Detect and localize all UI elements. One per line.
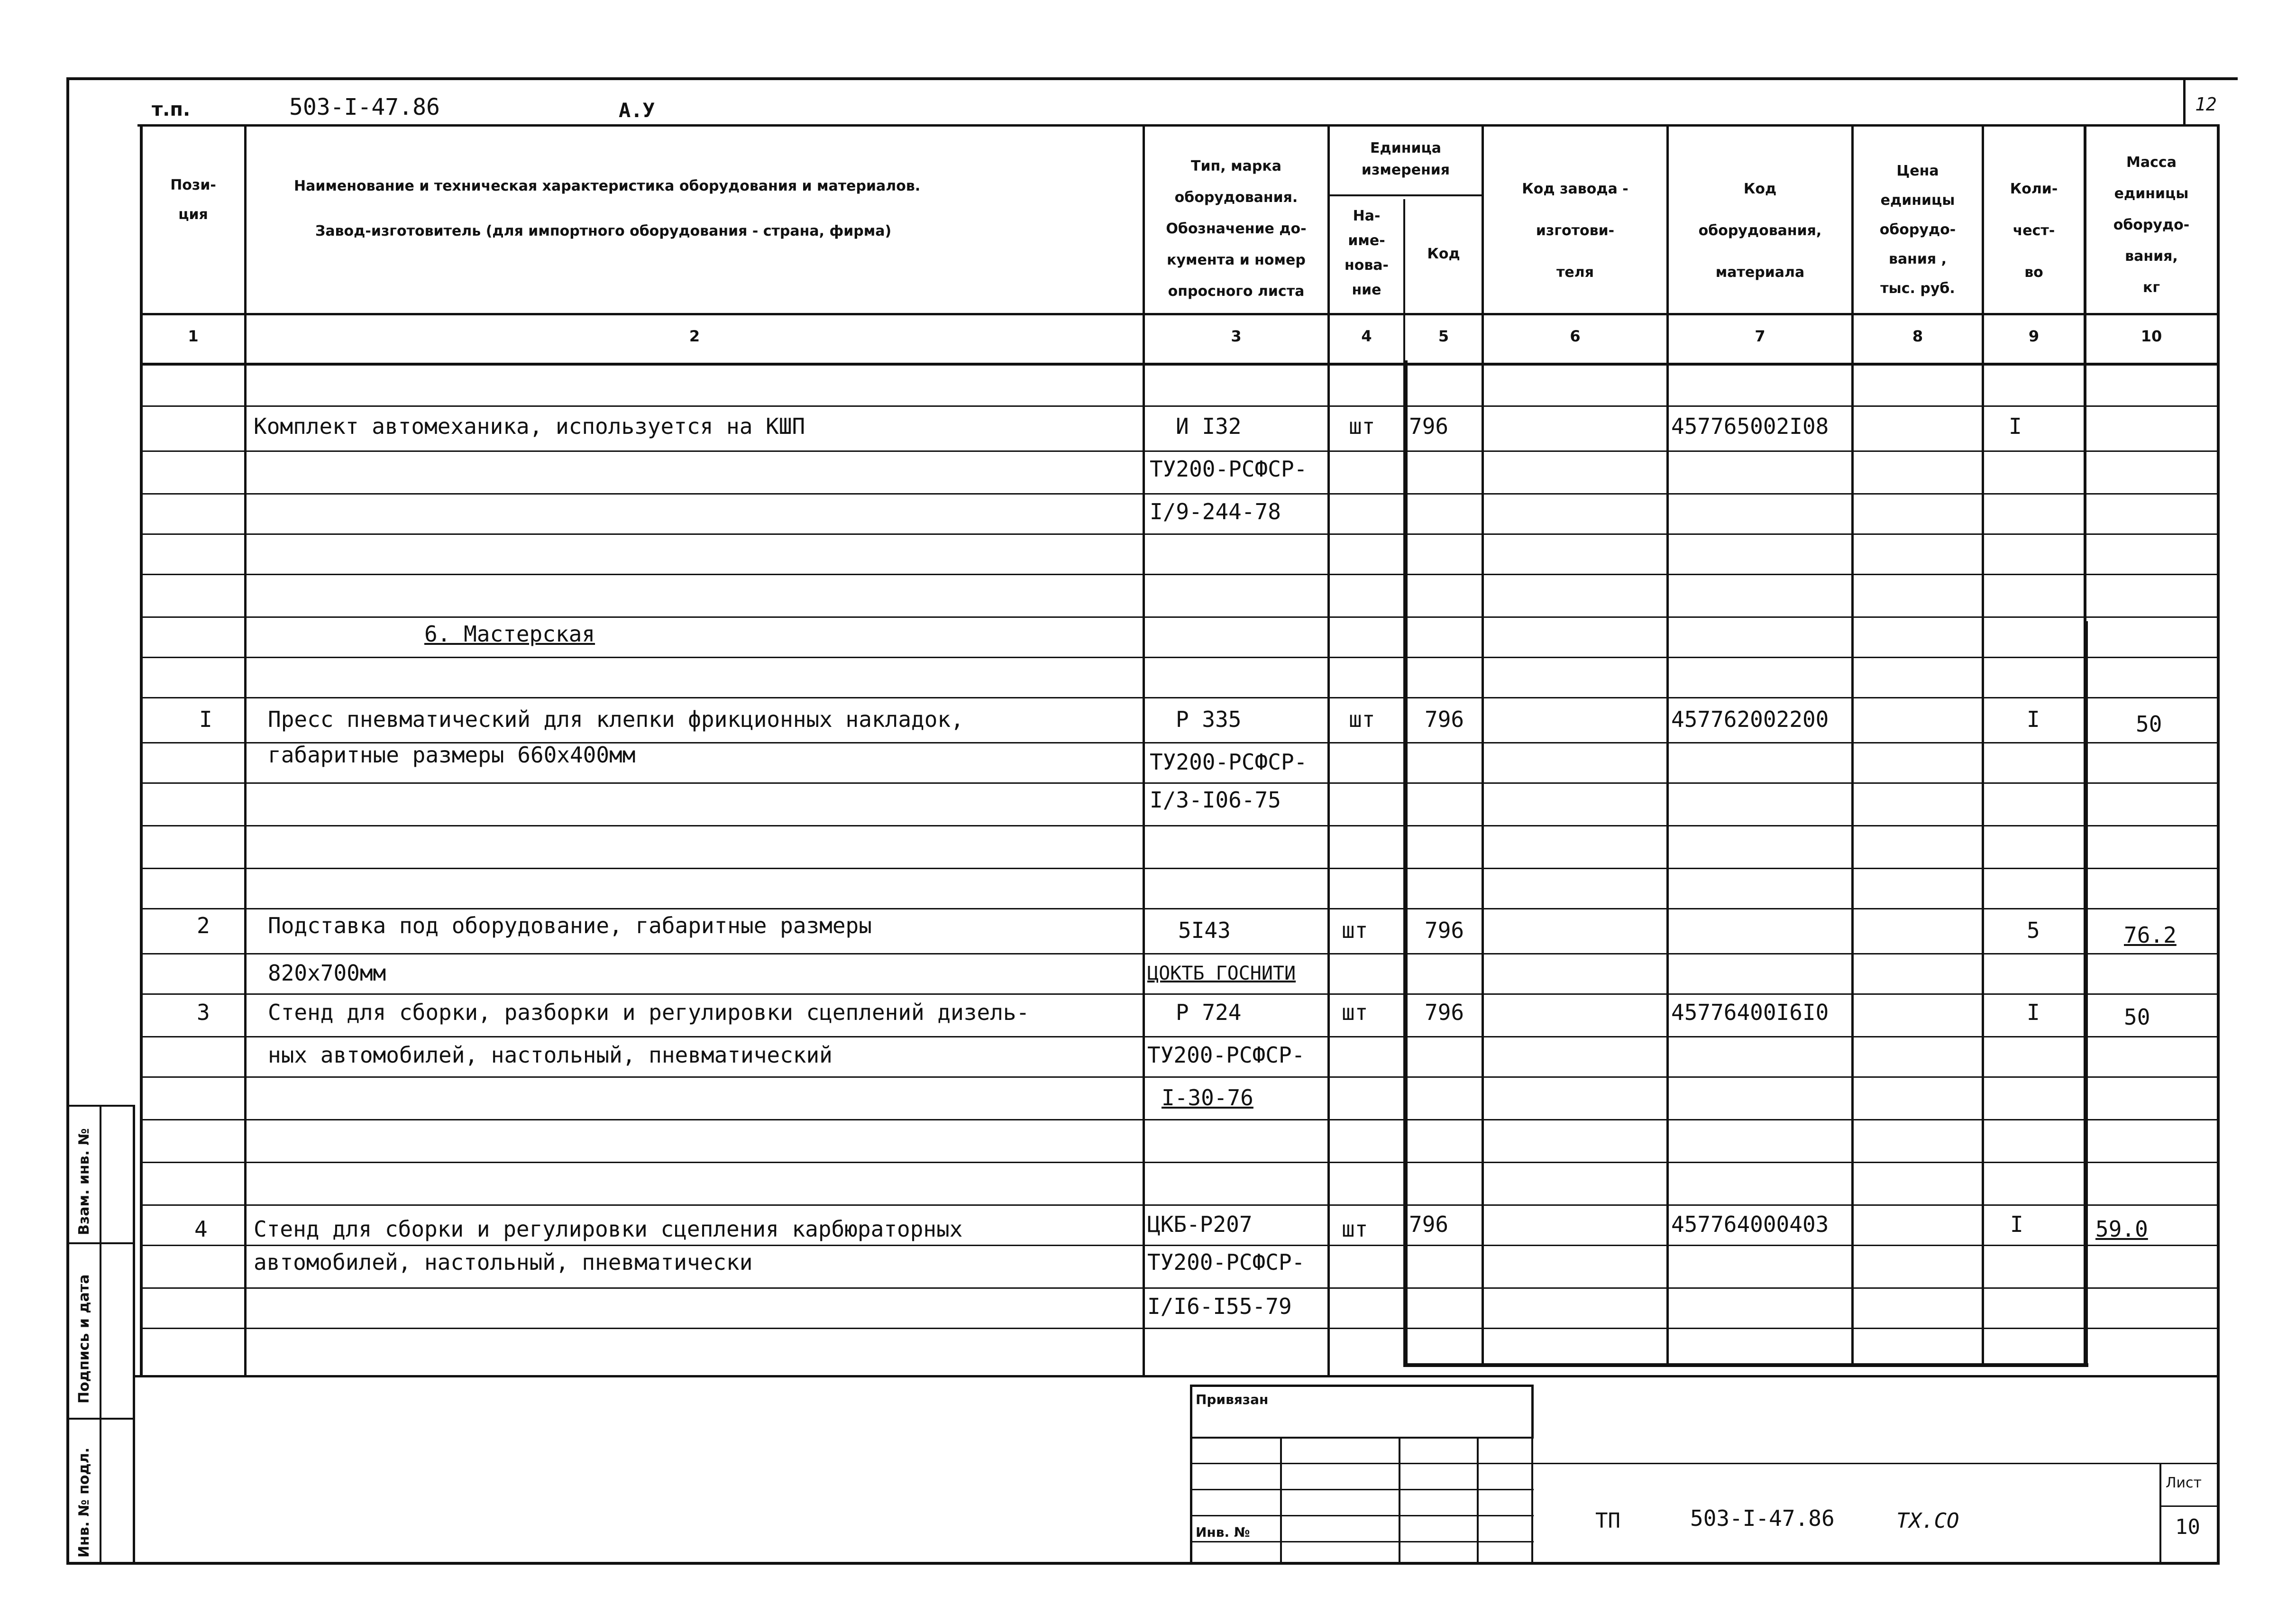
col-line-2 — [1143, 124, 1145, 1376]
row2-type-line3: I/3-I06-75 — [1150, 787, 1281, 813]
row5-type-line3: I/I6-I55-79 — [1147, 1294, 1292, 1319]
row2-pos: I — [199, 706, 212, 732]
row-rule — [140, 782, 2220, 784]
col-line-5 — [1482, 124, 1484, 1367]
header-price: Цена единицы оборудо- вания , тыс. руб. — [1879, 163, 1956, 297]
table-right-line — [2217, 124, 2220, 1376]
stamp-rule — [1190, 1489, 1534, 1490]
header-pos: Пози- ция — [170, 177, 216, 223]
row-rule — [140, 1036, 2220, 1037]
doc-label-tp: т.п. — [152, 99, 191, 120]
row3-unit: шт — [1342, 918, 1368, 943]
row3-qty: 5 — [2027, 918, 2040, 943]
col-line-4b — [1403, 360, 1408, 1367]
row4-type-line3: I-30-76 — [1162, 1085, 1253, 1110]
colnum-10: 10 — [2140, 327, 2162, 345]
bottom-thick-rule — [1403, 1363, 2088, 1367]
side-rule — [66, 1242, 135, 1244]
corner-page-number: 12 — [2195, 94, 2217, 115]
row3-type: 5I43 — [1178, 918, 1231, 943]
row3-name: Подставка под оборудование, габаритные размеры — [268, 913, 872, 938]
row2-type-line2: ТУ200-РСФСР- — [1150, 749, 1308, 775]
row2-mass: 50 — [2136, 711, 2162, 737]
row2-equip-code: 457762002200 — [1671, 706, 1829, 732]
row1-type-line3: I/9-244-78 — [1150, 499, 1281, 524]
colnum-7: 7 — [1755, 327, 1765, 345]
sheet-cell-left — [2159, 1463, 2161, 1565]
row3-mass: 76.2 — [2124, 922, 2177, 948]
row4-name-line2: ных автомобилей, настольный, пневматический — [268, 1042, 832, 1068]
stamp-cell-line — [1531, 1437, 1533, 1565]
col-line-6 — [1666, 124, 1669, 1367]
row2-unit: шт — [1349, 706, 1375, 732]
side-label-inv-podl: Инв. № подл. — [76, 1447, 92, 1558]
header-unit-name: На- име- нова- ние — [1344, 208, 1389, 298]
row5-name-line2: автомобилей, настольный, пневматически — [254, 1249, 753, 1275]
row2-type: Р 335 — [1176, 706, 1242, 732]
table-left-line — [140, 124, 143, 1376]
colnum-3: 3 — [1231, 327, 1242, 345]
row-rule — [140, 1204, 2220, 1206]
side-label-vzam: Взам. инв. № — [76, 1128, 92, 1235]
stamp-cell-line — [1399, 1437, 1400, 1565]
row1-unit: шт — [1349, 413, 1375, 439]
row4-unit-code: 796 — [1425, 1000, 1464, 1025]
row-rule — [140, 616, 2220, 618]
row2-name: Пресс пневматический для клепки фрикционных накладок, — [268, 706, 964, 732]
row-rule — [140, 825, 2220, 826]
colnum-6: 6 — [1570, 327, 1581, 345]
row-rule — [140, 1287, 2220, 1289]
row5-type: ЦКБ-Р207 — [1147, 1211, 1253, 1237]
sheet-cell-rule — [2159, 1505, 2220, 1507]
header-equip-code: Код оборудования, материала — [1698, 181, 1822, 281]
row-rule — [140, 993, 2220, 995]
row4-unit: шт — [1342, 1000, 1368, 1025]
row1-name: Комплект автомеханика, используется на КШП — [254, 413, 805, 439]
row5-unit-code: 796 — [1409, 1211, 1449, 1237]
sheet-label: Лист — [2166, 1475, 2202, 1491]
unit-group-divider — [1327, 194, 1484, 196]
stamp-rule — [1190, 1437, 1534, 1439]
row2-name-line2: габаритные размеры 660х400мм — [268, 742, 636, 768]
header-type: Тип, марка оборудования. Обозначение до- кумента и номер опросного листа — [1166, 158, 1307, 300]
row-rule — [140, 450, 2220, 452]
row4-type: Р 724 — [1176, 1000, 1242, 1025]
row3-type-line2: ЦОКТБ ГОСНИТИ — [1147, 963, 1296, 984]
row1-unit-code: 796 — [1409, 413, 1449, 439]
titleblock-code: 503-I-47.86 — [1690, 1505, 1835, 1531]
stamp-cell-line — [1477, 1437, 1479, 1565]
row5-type-line2: ТУ200-РСФСР- — [1147, 1249, 1305, 1275]
col-line-3 — [1327, 124, 1330, 1376]
header-name-line1: Наименование и техническая характеристика оборудования и материалов. — [294, 178, 921, 194]
side-rule — [66, 1105, 135, 1107]
row5-pos: 4 — [194, 1216, 208, 1242]
titleblock-tp: ТП — [1595, 1509, 1620, 1533]
row-rule — [140, 533, 2220, 535]
section-title: 6. Мастерская — [424, 621, 595, 647]
titleblock-mark: ТХ.СО — [1896, 1509, 1959, 1533]
table-bottom-rule — [133, 1375, 2220, 1377]
stamp-rule — [1190, 1541, 1534, 1542]
row-rule — [140, 1119, 2220, 1120]
header-unit-group: Единица измерения — [1361, 140, 1450, 178]
row-rule — [140, 657, 2220, 658]
colnum-5: 5 — [1438, 327, 1449, 345]
stamp-top-line — [1190, 1385, 1534, 1387]
row4-qty: I — [2027, 1000, 2040, 1025]
row1-qty: I — [2009, 413, 2022, 439]
colnum-2: 2 — [689, 327, 700, 345]
row2-qty: I — [2027, 706, 2040, 732]
header-qty: Коли- чест- во — [2010, 181, 2058, 281]
row4-name: Стенд для сборки, разборки и регулировки сцеплений дизель- — [268, 1000, 1030, 1025]
row4-pos: 3 — [197, 1000, 210, 1025]
doc-album: А.У — [619, 99, 655, 122]
row-rule — [140, 405, 2220, 407]
side-column-split — [100, 1105, 101, 1565]
col-line-1 — [244, 124, 247, 1376]
header-bottom-rule — [140, 313, 2220, 315]
stamp-left-line — [1190, 1385, 1192, 1565]
header-name-line2: Завод-изготовитель (для импортного оборудования - страна, фирма) — [315, 223, 892, 239]
row5-unit: шт — [1342, 1216, 1368, 1242]
row-rule — [140, 574, 2220, 575]
row1-type: И I32 — [1176, 413, 1242, 439]
row1-equip-code: 457765002I08 — [1671, 413, 1829, 439]
row-rule — [140, 868, 2220, 869]
stamp-rule — [1190, 1463, 1534, 1464]
row5-name: Стенд для сборки и регулировки сцепления карбюраторных — [254, 1216, 963, 1242]
stamp-cell-line — [1280, 1437, 1282, 1565]
corner-divider — [2183, 80, 2186, 125]
row3-pos: 2 — [197, 913, 210, 938]
row-rule — [140, 1076, 2220, 1078]
row2-unit-code: 796 — [1425, 706, 1464, 732]
frame-left-line — [66, 77, 69, 1565]
row3-name-line2: 820х700мм — [268, 960, 386, 986]
col-line-7 — [1851, 124, 1854, 1367]
colnum-9: 9 — [2028, 327, 2040, 345]
col-line-8 — [1982, 124, 1984, 1367]
row5-equip-code: 457764000403 — [1671, 1211, 1829, 1237]
row5-mass: 59.0 — [2095, 1216, 2148, 1242]
sheet-number: 10 — [2175, 1515, 2200, 1539]
doc-project-code: 503-I-47.86 — [289, 94, 440, 120]
colnum-4: 4 — [1361, 327, 1372, 345]
side-rule — [66, 1418, 135, 1420]
header-unit-code: Код — [1427, 246, 1460, 262]
colnum-1: 1 — [188, 327, 199, 345]
row-rule — [140, 908, 2220, 909]
titleblock-top-line — [1531, 1463, 2220, 1464]
stamp-rule — [1190, 1515, 1534, 1516]
stamp-right-line — [1531, 1385, 1534, 1437]
row4-mass: 50 — [2124, 1004, 2150, 1030]
row-rule — [140, 697, 2220, 698]
row-rule — [140, 493, 2220, 495]
row5-qty: I — [2010, 1211, 2023, 1237]
colnum-8: 8 — [1912, 327, 1923, 345]
numbers-bottom-rule — [140, 363, 2220, 366]
row3-unit-code: 796 — [1425, 918, 1464, 943]
header-mass: Масса единицы оборудо- вания, кг — [2113, 154, 2190, 296]
row4-equip-code: 45776400I6I0 — [1671, 1000, 1829, 1025]
header-factory-code: Код завода - изготови- теля — [1522, 181, 1628, 281]
stamp-inv-label: Инв. № — [1196, 1524, 1250, 1540]
row-rule — [140, 1328, 2220, 1329]
row4-type-line2: ТУ200-РСФСР- — [1147, 1042, 1305, 1068]
row-rule — [140, 1245, 2220, 1246]
side-label-podpis: Подпись и дата — [76, 1274, 92, 1404]
stamp-bound-label: Привязан — [1196, 1392, 1269, 1407]
row-rule — [140, 1162, 2220, 1163]
side-column-right-line — [133, 1105, 135, 1565]
row-rule — [140, 953, 2220, 954]
frame-bottom-line — [66, 1562, 2219, 1565]
header-top-rule — [137, 124, 2220, 127]
frame-top-line — [66, 77, 2238, 80]
row1-type-line2: ТУ200-РСФСР- — [1150, 456, 1308, 482]
